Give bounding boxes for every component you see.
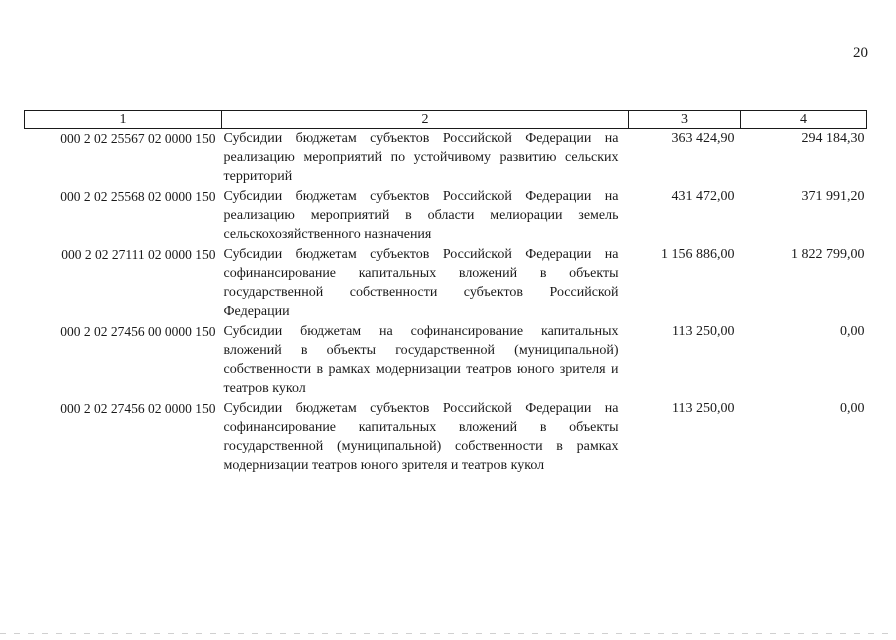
column-header-3: 3: [629, 111, 741, 129]
budget-code: 000 2 02 25567 02 0000 150: [60, 131, 216, 146]
column-header-2: 2: [222, 111, 629, 129]
amount-column-4: 0,00: [840, 401, 865, 416]
table-row: [25, 245, 867, 322]
item-description: Субсидии бюджетам на софинансирование капитальных вложений в объекты государственной (муниципальной) собственности в рамках модернизации театров юного зрителя и театров кукол: [223, 324, 619, 396]
column-header-1: 1: [25, 111, 222, 129]
table-header-row: [25, 111, 867, 129]
column-header-4: 4: [741, 111, 867, 129]
amount-column-3: 363 424,90: [671, 131, 735, 146]
table-row: [25, 129, 867, 188]
budget-code: 000 2 02 27456 02 0000 150: [60, 401, 216, 416]
amount-column-4: 1 822 799,00: [791, 247, 865, 262]
amount-column-4: 371 991,20: [801, 189, 865, 204]
item-description: Субсидии бюджетам субъектов Российской Федерации на реализацию мероприятий в области мелиорации земель сельскохозяйственного назначения: [223, 189, 619, 242]
budget-code: 000 2 02 25568 02 0000 150: [60, 189, 216, 204]
budget-code: 000 2 02 27111 02 0000 150: [61, 247, 216, 262]
budget-table: [24, 110, 867, 476]
amount-column-3: 113 250,00: [672, 324, 735, 339]
budget-code: 000 2 02 27456 00 0000 150: [60, 324, 216, 339]
table-row: [25, 399, 867, 476]
item-description: Субсидии бюджетам субъектов Российской Федерации на софинансирование капитальных вложений в объекты государственной собственности субъектов Российской Федерации: [223, 247, 619, 319]
item-description: Субсидии бюджетам субъектов Российской Федерации на софинансирование капитальных вложений в объекты государственной (муниципальной) собственности в рамках модернизации театров юного зрителя и театров кукол: [223, 401, 619, 473]
amount-column-3: 431 472,00: [671, 189, 735, 204]
scan-artifact-line: [0, 633, 896, 634]
item-description: Субсидии бюджетам субъектов Российской Федерации на реализацию мероприятий по устойчивому развитию сельских территорий: [223, 131, 619, 184]
page-number: 20: [853, 45, 868, 61]
table-row: [25, 322, 867, 399]
table-row: [25, 187, 867, 245]
amount-column-4: 294 184,30: [801, 131, 865, 146]
amount-column-4: 0,00: [840, 324, 865, 339]
amount-column-3: 113 250,00: [672, 401, 735, 416]
amount-column-3: 1 156 886,00: [661, 247, 735, 262]
